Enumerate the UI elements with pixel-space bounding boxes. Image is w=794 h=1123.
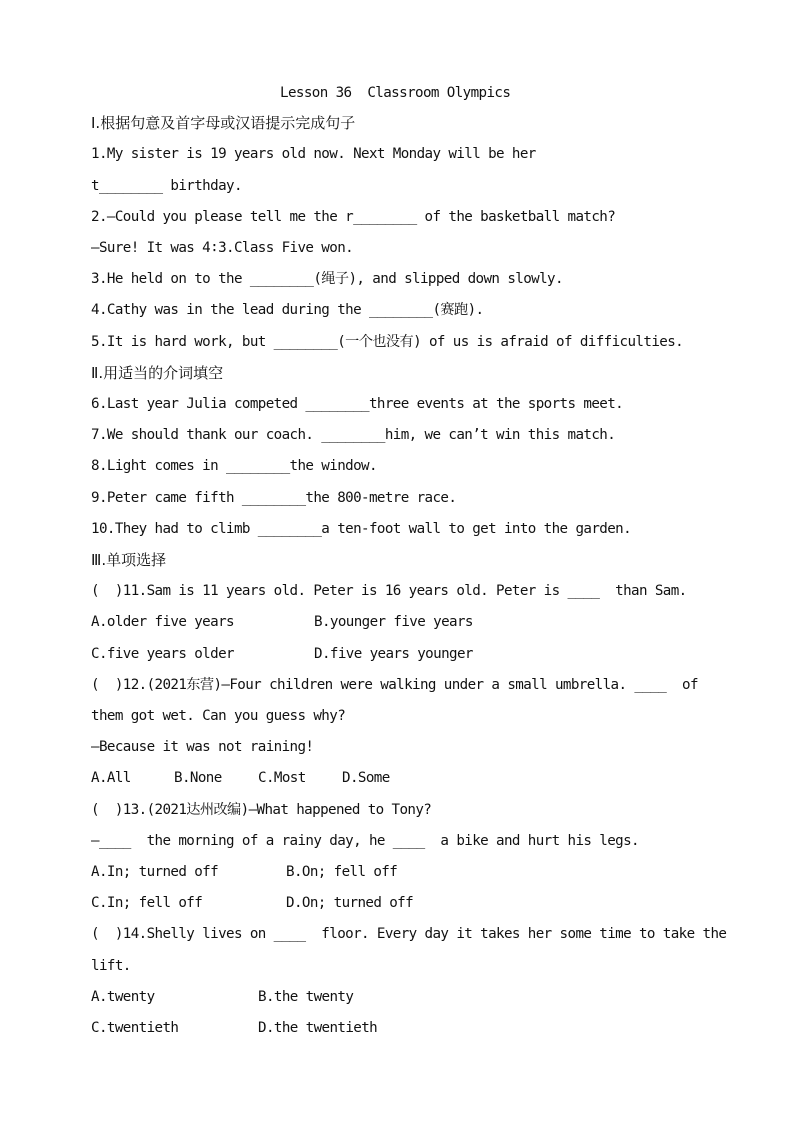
question-13-option-c: C.In; fell off	[91, 895, 203, 911]
question-12-option-d: D.Some	[342, 770, 390, 786]
page-title: Lesson 36 Classroom Olympics	[280, 85, 511, 101]
section-1-heading: Ⅰ.根据句意及首字母或汉语提示完成句子	[91, 114, 356, 132]
question-1-line-2: t________ birthday.	[91, 178, 242, 194]
question-13-line-1: ( )13.(2021达州改编)—What happened to Tony?	[91, 802, 432, 818]
section-2-heading: Ⅱ.用适当的介词填空	[91, 364, 224, 382]
question-13-option-b: B.On; fell off	[286, 864, 398, 880]
question-12-option-c: C.Most	[258, 770, 306, 786]
question-14-option-d: D.the twentieth	[258, 1020, 378, 1036]
question-14-line-1: ( )14.Shelly lives on ____ floor. Every day it takes her some time to take the	[91, 926, 727, 942]
question-13-option-d: D.On; turned off	[286, 895, 414, 911]
question-14-option-b: B.the twenty	[258, 989, 354, 1005]
question-5: 5.It is hard work, but ________(一个也没有) of us is afraid of difficulties.	[91, 334, 684, 350]
question-6: 6.Last year Julia competed ________three events at the sports meet.	[91, 396, 624, 412]
question-14-line-2: lift.	[91, 958, 131, 974]
question-7: 7.We should thank our coach. ________him, we can’t win this match.	[91, 427, 616, 443]
question-12-line-3: —Because it was not raining!	[91, 739, 314, 755]
question-11-option-c: C.five years older	[91, 646, 234, 662]
question-13-option-a: A.In; turned off	[91, 864, 219, 880]
question-10: 10.They had to climb ________a ten-foot wall to get into the garden.	[91, 521, 632, 537]
question-8: 8.Light comes in ________the window.	[91, 458, 377, 474]
question-3: 3.He held on to the ________(绳子), and slipped down slowly.	[91, 271, 563, 287]
question-12-option-b: B.None	[174, 770, 222, 786]
question-13-line-2: —____ the morning of a rainy day, he ____ a bike and hurt his legs.	[91, 833, 639, 849]
section-3-heading: Ⅲ.单项选择	[91, 551, 167, 569]
question-11-option-a: A.older five years	[91, 614, 234, 630]
question-1-line-1: 1.My sister is 19 years old now. Next Monday will be her	[91, 146, 536, 162]
question-11-option-b: B.younger five years	[314, 614, 473, 630]
question-11: ( )11.Sam is 11 years old. Peter is 16 years old. Peter is ____ than Sam.	[91, 583, 687, 599]
question-11-option-d: D.five years younger	[314, 646, 473, 662]
question-12-line-2: them got wet. Can you guess why?	[91, 708, 346, 724]
question-12-line-1: ( )12.(2021东营)—Four children were walking under a small umbrella. ____ of	[91, 677, 698, 693]
question-14-option-c: C.twentieth	[91, 1020, 179, 1036]
question-2-line-2: —Sure! It was 4∶3.Class Five won.	[91, 240, 354, 256]
question-9: 9.Peter came fifth ________the 800-metre race.	[91, 490, 457, 506]
question-14-option-a: A.twenty	[91, 989, 155, 1005]
question-4: 4.Cathy was in the lead during the ________(赛跑).	[91, 302, 484, 318]
question-2-line-1: 2.—Could you please tell me the r________ of the basketball match?	[91, 209, 616, 225]
question-12-option-a: A.All	[91, 770, 131, 786]
